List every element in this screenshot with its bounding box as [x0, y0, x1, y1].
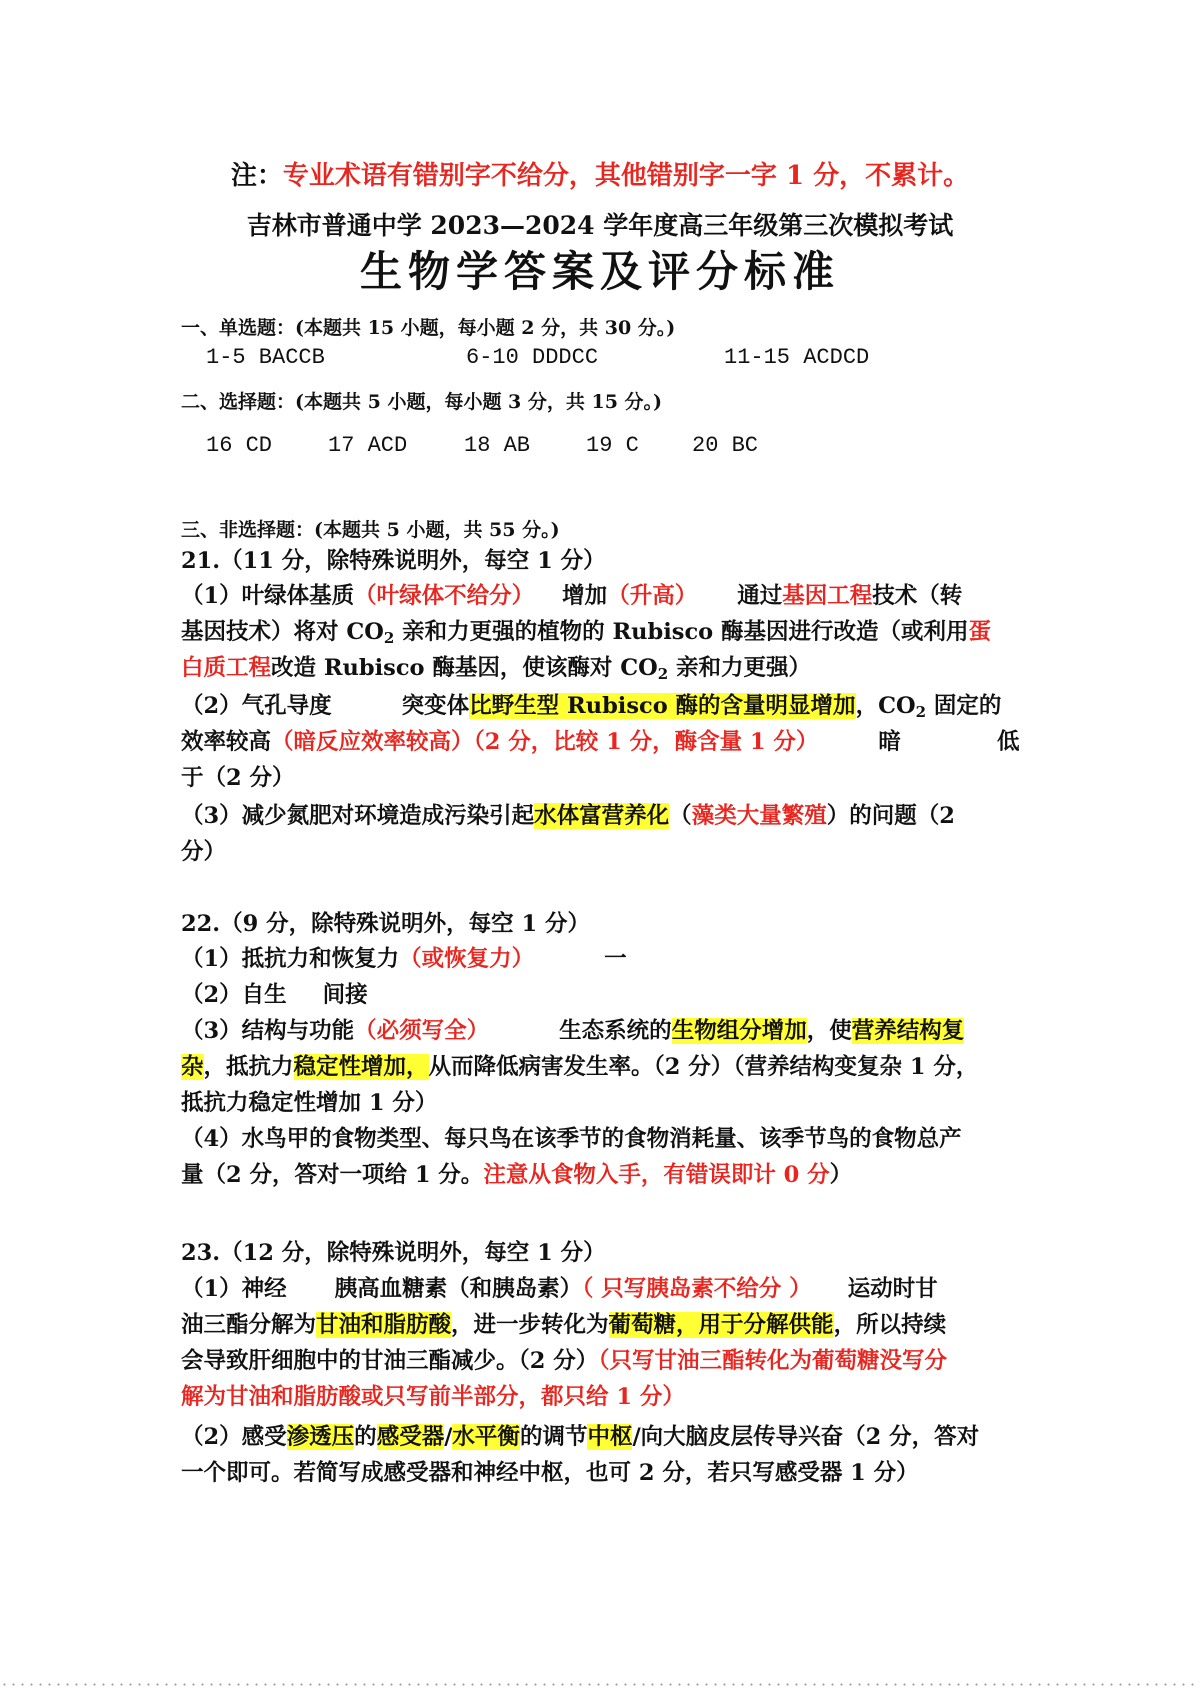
answer-text: 通过: [737, 583, 783, 609]
q22-line: [181, 1157, 1021, 1193]
answer-text: 效率较高: [181, 729, 272, 755]
highlighted-key-point: 渗透压: [286, 1424, 355, 1450]
answer-text: ，抵抗力: [203, 1054, 294, 1080]
q23-header: 23.（12 分，除特殊说明外，每空 1 分）: [181, 1240, 606, 1266]
scoring-remark: （必须写全）: [354, 1018, 490, 1044]
q21-line: 于（2 分）: [181, 765, 295, 791]
subscript: 2: [915, 703, 927, 721]
scoring-remark: 注意从食物入手，有错误即计 0 分: [483, 1162, 830, 1188]
exam-title: 吉林市普通中学 2023—2024 学年度高三年级第三次模拟考试: [246, 211, 954, 240]
scoring-remark: （暗反应效率较高）: [271, 729, 474, 755]
answer-text: 量（2 分，答对一项给 1 分。: [181, 1162, 484, 1188]
highlighted-key-point: 营养结构复: [851, 1018, 965, 1044]
q22-line: [181, 977, 1021, 1013]
scoring-remark: （叶绿体不给分）: [354, 583, 535, 609]
answer-group: 16 CD: [206, 433, 273, 458]
answer-text: 生态系统的: [559, 1018, 672, 1044]
answer-text: 突变体: [401, 693, 470, 719]
highlighted-key-point: 稳定性增加，: [293, 1054, 429, 1080]
answer-text: 固定的: [926, 693, 1002, 719]
section3-heading: 三、非选择题：(本题共 5 小题，共 55 分。): [181, 519, 560, 541]
answer-text: （: [669, 803, 692, 829]
q21-line: [181, 798, 1021, 834]
answer-group: 18 AB: [464, 433, 531, 458]
answer-text: 一: [604, 946, 627, 972]
answer-text: /: [444, 1424, 453, 1450]
scoring-remark: （升高）: [607, 583, 698, 609]
q21-line: [181, 650, 1021, 692]
answer-text: 油三酯分解为: [181, 1312, 317, 1338]
main-title: 生物学答案及评分标准: [359, 247, 840, 296]
answer-text: 会导致肝细胞中的甘油三酯减少。（2 分）: [181, 1348, 599, 1374]
scoring-remark: （只写甘油三酯转化为葡萄糖没写分: [598, 1348, 948, 1374]
highlighted-key-point: 葡萄糖，用于分解供能: [608, 1312, 834, 1338]
answer-text: /向大脑皮层传导兴奋（2 分，答对: [632, 1424, 980, 1450]
highlighted-key-point: 水平衡: [452, 1424, 520, 1450]
answer-text: 暗: [878, 729, 901, 755]
scoring-note: [0, 158, 1200, 194]
highlighted-key-point: 生物组分增加: [671, 1018, 807, 1044]
keyword: 白质工程: [181, 655, 272, 681]
answer-text: （1）叶绿体基质: [181, 583, 355, 609]
answer-text: （1）抵抗力和恢复力: [181, 946, 400, 972]
q23-line: [181, 1271, 1021, 1307]
keyword: 基因工程: [782, 583, 873, 609]
note-label: 注：: [230, 161, 283, 191]
answer-text: 间接: [322, 982, 368, 1008]
answer-text: ，使: [806, 1018, 852, 1044]
q23-line: 解为甘油和脂肪酸或只写前半部分，都只给 1 分）: [181, 1384, 685, 1410]
answer-text: 改造 Rubisco 酶基因，使该酶对 CO: [271, 655, 658, 681]
answer-text: 低: [996, 729, 1020, 755]
answer-group: 19 C: [586, 433, 639, 458]
q21-header: 21.（11 分，除特殊说明外，每空 1 分）: [181, 548, 606, 574]
answer-text: 从而降低病害发生率。（2 分）（营养结构变复杂 1 分，: [428, 1054, 979, 1080]
q23-line: [181, 1307, 1021, 1343]
highlighted-key-point: 甘油和脂肪酸: [316, 1312, 452, 1338]
scoring-remark: 藻类大量繁殖: [691, 803, 827, 829]
answer-text: （2）气孔导度: [181, 693, 332, 719]
answer-text: （3）减少氮肥对环境造成污染引起: [181, 803, 535, 829]
q22-line: [181, 1013, 1021, 1049]
answer-text: （3）结构与功能: [181, 1018, 355, 1044]
q23-line: 一个即可。若简写成感受器和神经中枢，也可 2 分，若只写感受器 1 分）: [181, 1460, 919, 1486]
answer-text: 的: [354, 1424, 377, 1450]
note-text: 专业术语有错别字不给分，其他错别字一字 1 分，不累计。: [282, 161, 970, 191]
q22-header: 22.（9 分，除特殊说明外，每空 1 分）: [181, 911, 590, 937]
q21-line: [181, 724, 1021, 760]
answer-group: 6-10 DDDCC: [466, 345, 599, 370]
answer-text: ，进一步转化为: [451, 1312, 609, 1338]
answer-text: 增加: [562, 583, 608, 609]
answer-text: ，CO: [855, 693, 916, 719]
answer-text: 亲和力更强的植物的 Rubisco 酶基因进行改造（或利用: [394, 619, 969, 645]
scoring-remark: （ 只写胰岛素不给分 ）: [582, 1276, 812, 1302]
answer-text: （1）神经: [181, 1276, 287, 1302]
subscript: 2: [657, 665, 669, 683]
section1-answers: [206, 340, 1046, 376]
q22-line: （4）水鸟甲的食物类型、每只鸟在该季节的食物消耗量、该季节鸟的食物总产: [181, 1126, 962, 1152]
q23-line: [181, 1343, 1021, 1379]
scoring-remark: （或恢复力）: [399, 946, 535, 972]
answer-text: 的调节: [519, 1424, 588, 1450]
answer-text: ，所以持续: [833, 1312, 947, 1338]
q21-line: 分）: [181, 839, 227, 865]
q23-line: [181, 1419, 1021, 1455]
answer-text: （2）自生: [181, 982, 287, 1008]
answer-group: 17 ACD: [328, 433, 408, 458]
answer-group: 1-5 BACCB: [206, 345, 325, 370]
highlighted-key-point: 感受器: [376, 1424, 445, 1450]
q22-line: [181, 1049, 1021, 1085]
answer-group: 20 BC: [692, 433, 759, 458]
answer-text: ）的问题（2: [826, 803, 955, 829]
answer-group: 11-15 ACDCD: [724, 345, 870, 370]
section1-heading: 一、单选题：(本题共 15 小题，每小题 2 分，共 30 分。): [181, 317, 676, 339]
scoring-remark: （2 分，比较 1 分，酶含量 1 分）: [473, 729, 819, 755]
answer-text: 技术（转: [872, 583, 963, 609]
q22-line: 抵抗力稳定性增加 1 分）: [181, 1090, 438, 1116]
section2-heading: 二、选择题：(本题共 5 小题，每小题 3 分，共 15 分。): [181, 391, 663, 413]
q22-line: [181, 941, 1021, 977]
answer-text: 运动时甘: [847, 1276, 938, 1302]
answer-text: 基因技术）将对 CO: [181, 619, 384, 645]
highlighted-key-point: 杂: [181, 1054, 204, 1080]
footer-dotted-rule: [0, 1683, 1200, 1686]
answer-text: ）: [829, 1162, 853, 1188]
answer-text: 胰高血糖素（和胰岛素）: [334, 1276, 583, 1302]
section2-answers: [206, 428, 1046, 464]
answer-text: （2）感受: [181, 1424, 287, 1450]
keyword: 蛋: [968, 619, 992, 645]
subscript: 2: [383, 629, 395, 647]
highlighted-key-point: 比野生型 Rubisco 酶的含量明显增加: [469, 693, 856, 719]
answer-text: 亲和力更强）: [668, 655, 812, 681]
highlighted-key-point: 水体富营养化: [534, 803, 670, 829]
q21-line: [181, 578, 1021, 614]
highlighted-key-point: 中枢: [587, 1424, 633, 1450]
